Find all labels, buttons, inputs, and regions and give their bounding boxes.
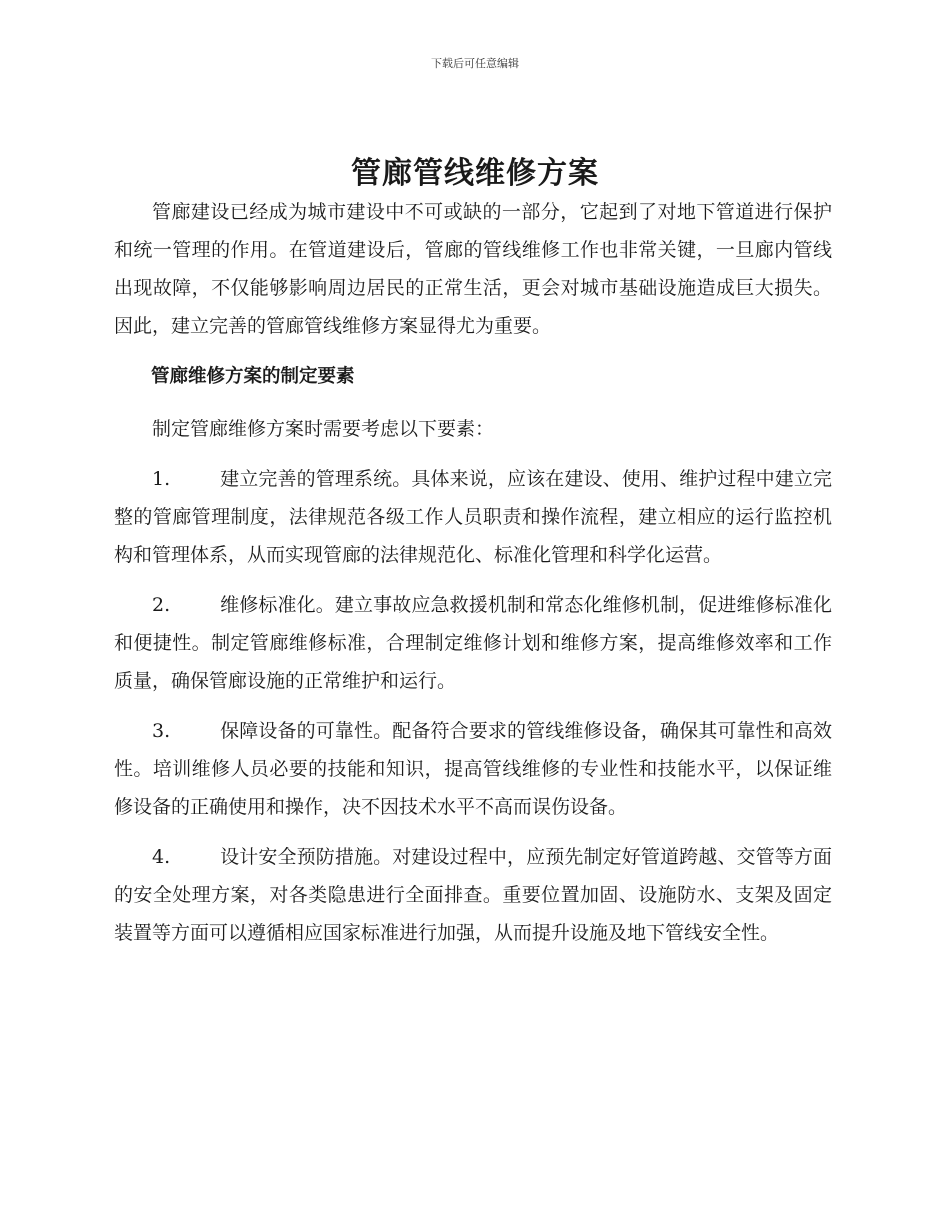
list-item-number: 3. [152,720,171,742]
list-item [114,712,832,826]
section-heading: 管廊维修方案的制定要素 [151,366,355,387]
document-body [114,193,832,964]
list-item-text: 建立完善的管理系统。具体来说，应该在建设、使用、维护过程中建立完整的管廊管理制度，法律规范各级工作人员职责和操作流程，建立相应的运行监控机构和管理体系，从而实现管廊的法律规范化、标准化管理和科学化运营。 [114,468,832,566]
list-item-text: 维修标准化。建立事故应急救援机制和常态化维修机制，促进维修标准化和便捷性。制定管廊维修标准，合理制定维修计划和维修方案，提高维修效率和工作质量，确保管廊设施的正常维护和运行。 [114,594,832,692]
list-item-number: 4. [152,846,171,868]
header-note: 下载后可任意编辑 [431,57,519,70]
lead-paragraph: 制定管廊维修方案时需要考虑以下要素： [152,418,495,440]
list-item [114,586,832,700]
list-item [114,838,832,952]
list-item [114,460,832,574]
intro-paragraph: 管廊建设已经成为城市建设中不可或缺的一部分，它起到了对地下管道进行保护和统一管理的作用。在管道建设后，管廊的管线维修工作也非常关键，一旦廊内管线出现故障，不仅能够影响周边居民的正常生活，更会对城市基础设施造成巨大损失。因此，建立完善的管廊管线维修方案显得尤为重要。 [114,201,832,337]
list-item-text: 设计安全预防措施。对建设过程中，应预先制定好管道跨越、交管等方面的安全处理方案，对各类隐患进行全面排查。重要位置加固、设施防水、支架及固定装置等方面可以遵循相应国家标准进行加强，从而提升设施及地下管线安全性。 [114,846,832,944]
list-item-text: 保障设备的可靠性。配备符合要求的管线维修设备，确保其可靠性和高效性。培训维修人员必要的技能和知识，提高管线维修的专业性和技能水平，以保证维修设备的正确使用和操作，决不因技术水平不高而误伤设备。 [114,720,832,818]
list-item-number: 1. [152,468,171,490]
document-title: 管廊管线维修方案 [351,156,599,191]
list-item-number: 2. [152,594,171,616]
